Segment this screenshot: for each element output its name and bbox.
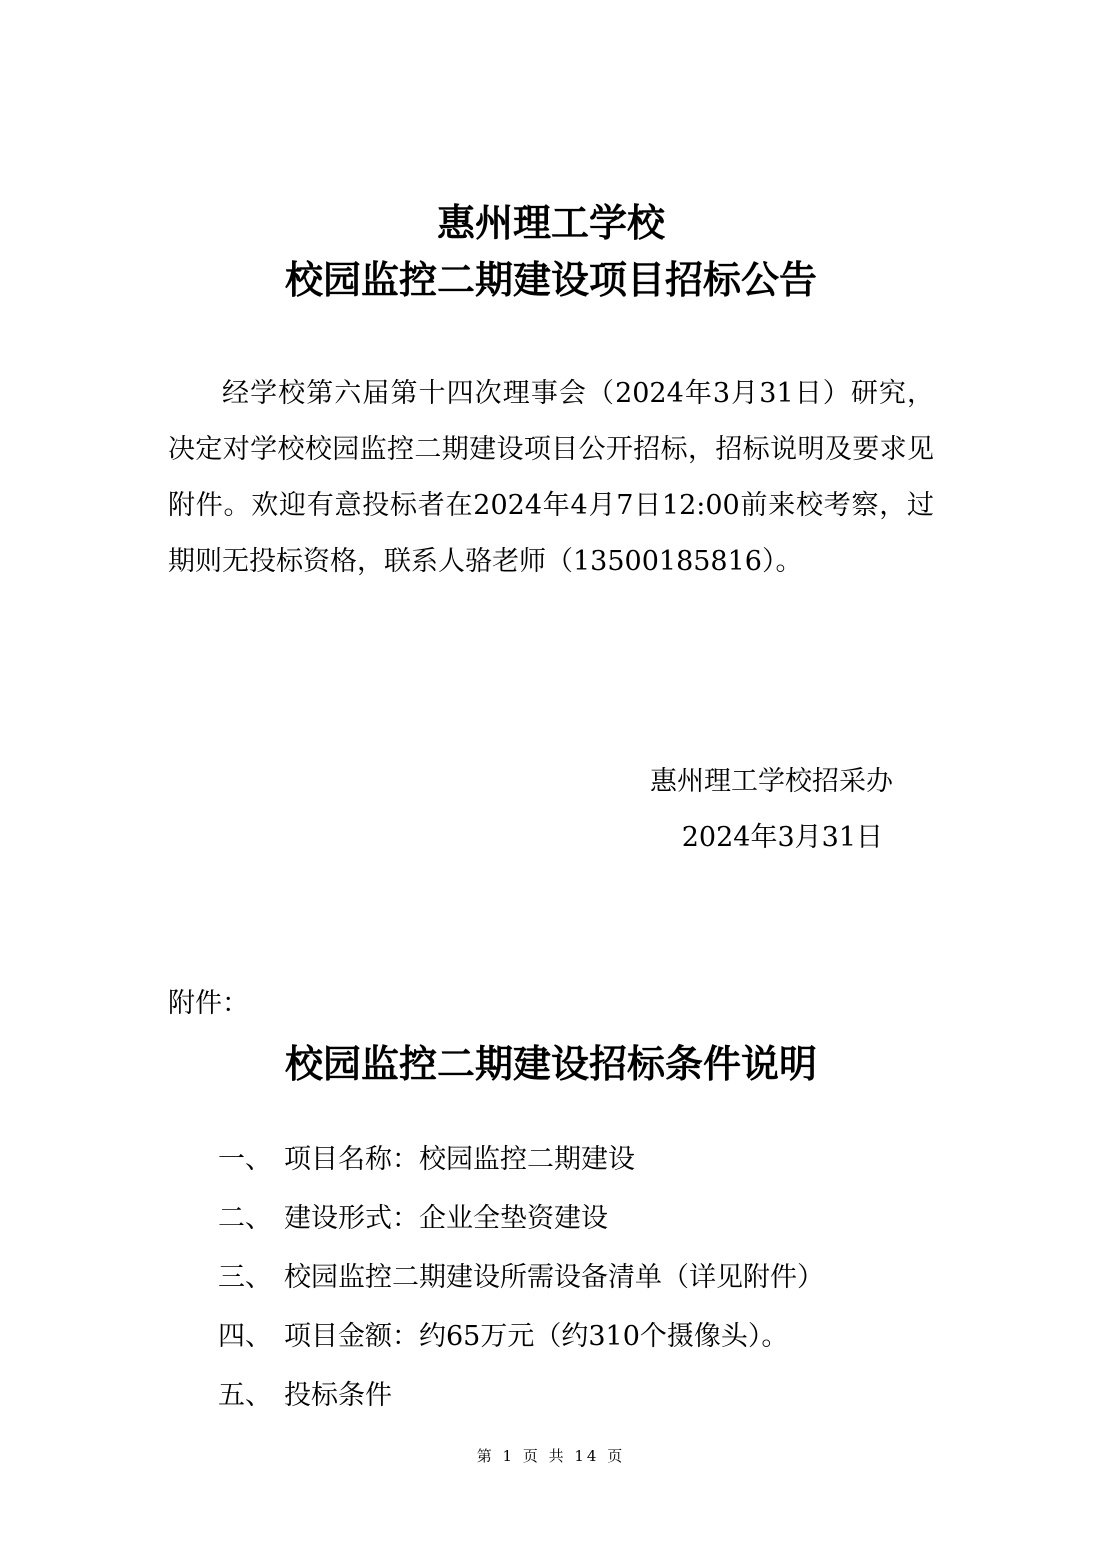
list-item (218, 1307, 824, 1366)
attachment-title: 校园监控二期建设招标条件说明 (284, 1042, 817, 1086)
list-item-marker: 五、 (218, 1380, 272, 1411)
list-item-text: 投标条件 (284, 1380, 392, 1411)
attachment-conditions-list (218, 1130, 824, 1425)
list-item-text: 建设形式：企业全垫资建设 (284, 1203, 608, 1234)
document-title-notice: 校园监控二期建设项目招标公告 (284, 258, 817, 302)
list-item-marker: 四、 (218, 1321, 272, 1352)
list-item-text: 项目名称：校园监控二期建设 (284, 1144, 635, 1175)
list-item-marker: 二、 (218, 1203, 272, 1234)
notice-body-paragraph: 经学校第六届第十四次理事会（2024年3月31日）研究，决定对学校校园监控二期建设项目公开招标，招标说明及要求见附件。欢迎有意投标者在2024年4月7日12:00前来校考察，过期则无投标资格，联系人骆老师（13500185816）。 (168, 378, 934, 577)
list-item (218, 1130, 824, 1189)
signature-date: 2024年3月31日 (681, 822, 883, 853)
list-item-marker: 一、 (218, 1144, 272, 1175)
attachment-label: 附件： (168, 988, 249, 1019)
list-item-marker: 三、 (218, 1262, 272, 1293)
list-item (218, 1189, 824, 1248)
list-item-text: 校园监控二期建设所需设备清单（详见附件） (284, 1262, 824, 1293)
list-item-text: 项目金额：约65万元（约310个摄像头）。 (284, 1321, 789, 1352)
list-item (218, 1248, 824, 1307)
list-item (218, 1366, 824, 1425)
document-title-school: 惠州理工学校 (436, 201, 665, 245)
signature-organization: 惠州理工学校招采办 (650, 766, 893, 797)
page-number-footer: 第 1 页 共 14 页 (476, 1447, 626, 1465)
